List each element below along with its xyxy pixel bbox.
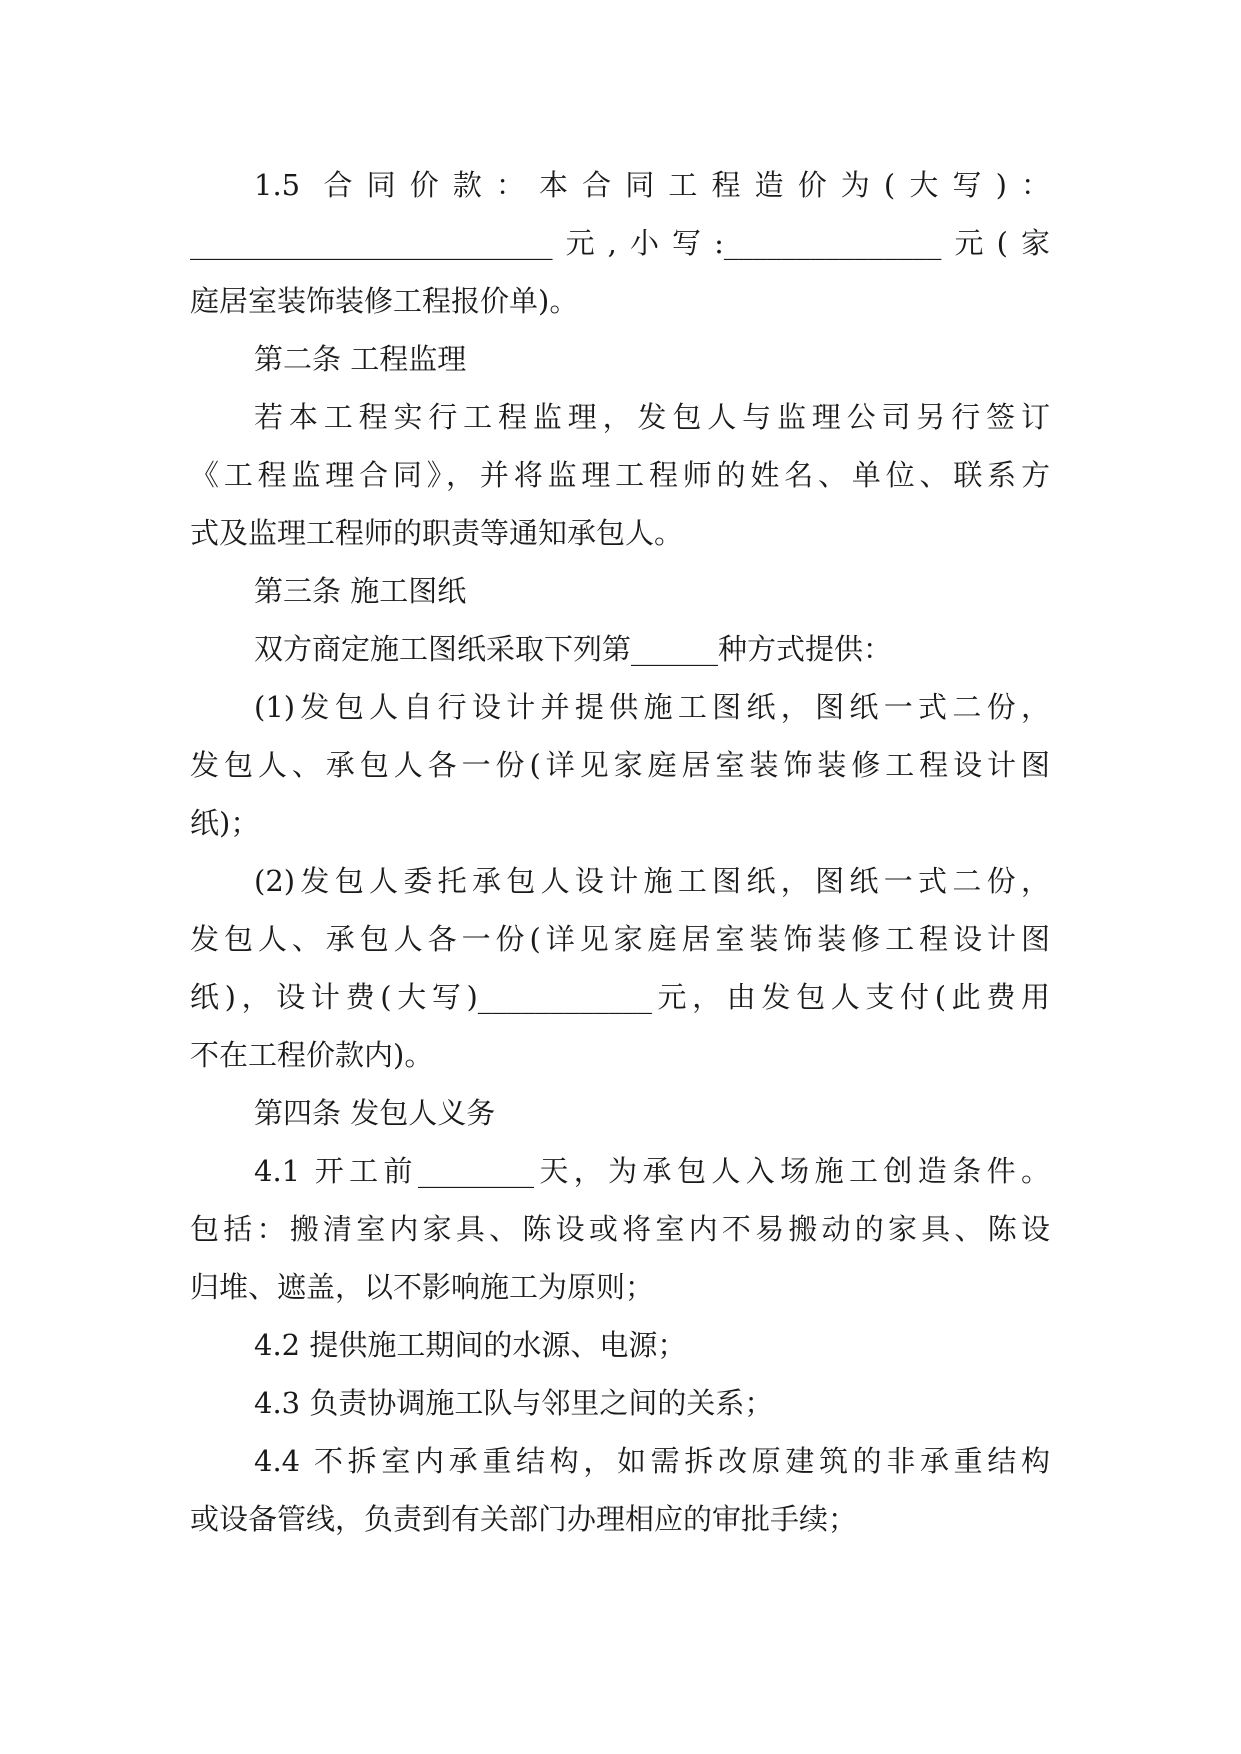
option-2-line-3: 纸)，设计费(大写)____________元，由发包人支付(此费用 [190, 980, 1050, 1014]
option-2-line-2: 发包人、承包人各一份(详见家庭居室装饰装修工程设计图 [190, 922, 1050, 956]
document-body [190, 156, 1050, 1548]
option-2-line-4: 不在工程价款内)。 [190, 1038, 434, 1072]
clause-4-1-line-2: 包括：搬清室内家具、陈设或将室内不易搬动的家具、陈设 [190, 1212, 1050, 1246]
article-2-line-3: 式及监理工程师的职责等通知承包人。 [190, 516, 684, 550]
option-1-line-1: (1)发包人自行设计并提供施工图纸，图纸一式二份， [254, 690, 1050, 724]
article-3-heading: 第三条 施工图纸 [254, 574, 467, 608]
clause-4-3: 4.3 负责协调施工队与邻里之间的关系； [254, 1386, 774, 1420]
clause-4-1-line-1: 4.1 开工前________天，为承包人入场施工创造条件。 [254, 1154, 1050, 1188]
article-2-line-1: 若本工程实行工程监理，发包人与监理公司另行签订 [254, 400, 1050, 434]
article-4-heading: 第四条 发包人义务 [254, 1096, 496, 1130]
option-1-line-2: 发包人、承包人各一份(详见家庭居室装饰装修工程设计图 [190, 748, 1050, 782]
article-2-line-2: 《工程监理合同》，并将监理工程师的姓名、单位、联系方 [190, 458, 1050, 492]
clause-1-5-line-2: _________________________元,小写:_______________元(家 [190, 226, 1050, 260]
article-3-line-1: 双方商定施工图纸采取下列第______种方式提供： [254, 632, 893, 666]
clause-4-2: 4.2 提供施工期间的水源、电源； [254, 1328, 687, 1362]
article-2-heading: 第二条 工程监理 [254, 342, 467, 376]
clause-4-4-line-2: 或设备管线，负责到有关部门办理相应的审批手续； [190, 1502, 858, 1536]
clause-1-5-line-3: 庭居室装饰装修工程报价单)。 [190, 284, 579, 318]
clause-1-5-line-1: 1.5 合同价款：本合同工程造价为(大写)： [254, 168, 1050, 202]
clause-4-1-line-3: 归堆、遮盖，以不影响施工为原则； [190, 1270, 655, 1304]
clause-4-4-line-1: 4.4 不拆室内承重结构，如需拆改原建筑的非承重结构 [254, 1444, 1050, 1478]
option-2-line-1: (2)发包人委托承包人设计施工图纸，图纸一式二份， [254, 864, 1050, 898]
option-1-line-3: 纸)； [190, 806, 260, 840]
